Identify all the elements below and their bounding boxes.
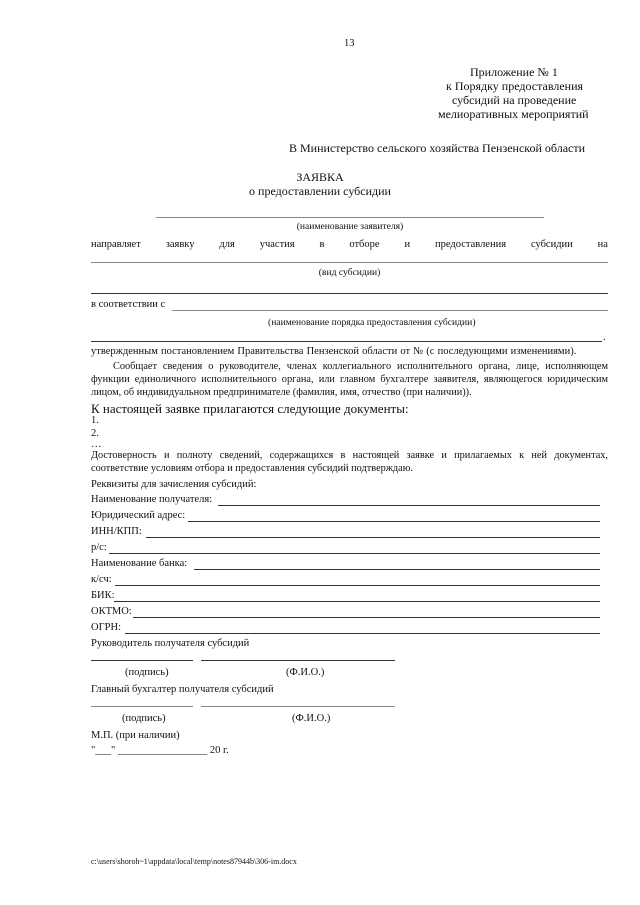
requisite-field-line[interactable]	[146, 537, 600, 538]
requisite-field-line[interactable]	[109, 553, 600, 554]
sends-word: направляет	[91, 239, 141, 250]
requisite-field-line[interactable]	[114, 601, 600, 602]
page-title: ЗАЯВКА	[296, 170, 344, 184]
accountant-fio-caption: (Ф.И.О.)	[292, 713, 331, 724]
info-paragraph: Сообщает сведения о руководителе, членах коллегиального исполнительного органа, лице, исполняющем функции единоличного исполнительного органа, или главном бухгалтере заявителя, являющегося юридическим лицом, об индивидуальном предпринимателе (фамилия, имя, отчество (при наличии)).	[91, 361, 608, 398]
requisite-label: Наименование получателя:	[91, 494, 213, 505]
head-fio-line[interactable]	[201, 660, 395, 661]
requisite-label: ОГРН:	[91, 622, 121, 633]
appendix-line-4: мелиоративных мероприятий	[438, 107, 589, 121]
sends-word: для	[219, 239, 235, 250]
requisite-field-line[interactable]	[133, 617, 600, 618]
sends-line	[91, 239, 608, 250]
requisite-label: к/сч:	[91, 574, 112, 585]
accountant-signature-line[interactable]	[91, 706, 193, 707]
attachment-item: 1.	[91, 415, 99, 426]
stamp-label: М.П. (при наличии)	[91, 730, 180, 741]
appendix-line-2: к Порядку предоставления	[446, 79, 584, 93]
appendix-line-1: Приложение № 1	[470, 65, 558, 79]
accountant-signature-caption: (подпись)	[122, 713, 166, 724]
applicant-caption: (наименование заявителя)	[296, 221, 404, 232]
requisite-field-line[interactable]	[125, 633, 600, 634]
requisite-label: р/с:	[91, 542, 107, 553]
subsidy-type-line	[91, 262, 608, 263]
head-label: Руководитель получателя субсидий	[91, 638, 250, 649]
sends-word: в	[319, 239, 325, 250]
approved-line: утвержденным постановлением Правительства Пензенской области от № (с последующими изменениями).	[91, 346, 577, 357]
subsidy-type-line-2	[91, 293, 608, 294]
head-fio-caption: (Ф.И.О.)	[286, 667, 325, 678]
sends-word: на	[597, 239, 608, 250]
sends-word: заявку	[165, 239, 195, 250]
requisite-field-line[interactable]	[194, 569, 600, 570]
requisite-field-line[interactable]	[218, 505, 600, 506]
head-signature-line[interactable]	[91, 660, 193, 661]
requisite-label: Юридический адрес:	[91, 510, 186, 521]
requisite-field-line[interactable]	[115, 585, 600, 586]
confirm-paragraph: Достоверность и полноту сведений, содержащихся в настоящей заявке и прилагаемых к ней документах, соответствие условиям отбора и предоставления субсидий подтверждаю.	[91, 450, 608, 474]
requisite-label: ИНН/КПП:	[91, 526, 142, 537]
appendix-line-3: субсидий на проведение	[452, 93, 577, 107]
accordance-field-line	[172, 310, 608, 311]
requisite-label: Наименование банка:	[91, 558, 188, 569]
sends-word: и	[404, 239, 411, 250]
requisite-label: ОКТМО:	[91, 606, 132, 617]
accordance-label: в соответствии с	[91, 299, 166, 310]
head-signature-caption: (подпись)	[125, 667, 169, 678]
page-subtitle: о предоставлении субсидии	[249, 184, 391, 198]
trailing-dot: .	[603, 332, 606, 343]
sends-word: отборе	[349, 239, 380, 250]
attachment-item: …	[91, 439, 102, 450]
accountant-fio-line[interactable]	[201, 706, 395, 707]
sends-word: предоставления	[434, 239, 507, 250]
requisite-field-line[interactable]	[188, 521, 600, 522]
requisites-heading: Реквизиты для зачисления субсидий:	[91, 479, 257, 490]
addressee: В Министерство сельского хозяйства Пензенской области	[289, 141, 586, 155]
accountant-label: Главный бухгалтер получателя субсидий	[91, 684, 274, 695]
procedure-caption: (наименование порядка предоставления субсидии)	[268, 317, 476, 328]
requisite-label: БИК:	[91, 590, 115, 601]
applicant-field-line	[156, 217, 544, 218]
sends-word: субсидии	[530, 239, 573, 250]
attachments-heading: К настоящей заявке прилагаются следующие документы:	[91, 401, 409, 416]
sends-word: участия	[259, 239, 295, 250]
footer-file-path: c:\users\shoroh~1\appdata\local\temp\notes87944b\306-im.docx	[91, 857, 297, 866]
subsidy-type-caption: (вид субсидии)	[318, 267, 381, 278]
date-line[interactable]: "___" _________________ 20 г.	[91, 745, 229, 756]
attachment-item: 2.	[91, 428, 99, 439]
page-number: 13	[344, 38, 355, 49]
procedure-line-2	[91, 341, 602, 342]
